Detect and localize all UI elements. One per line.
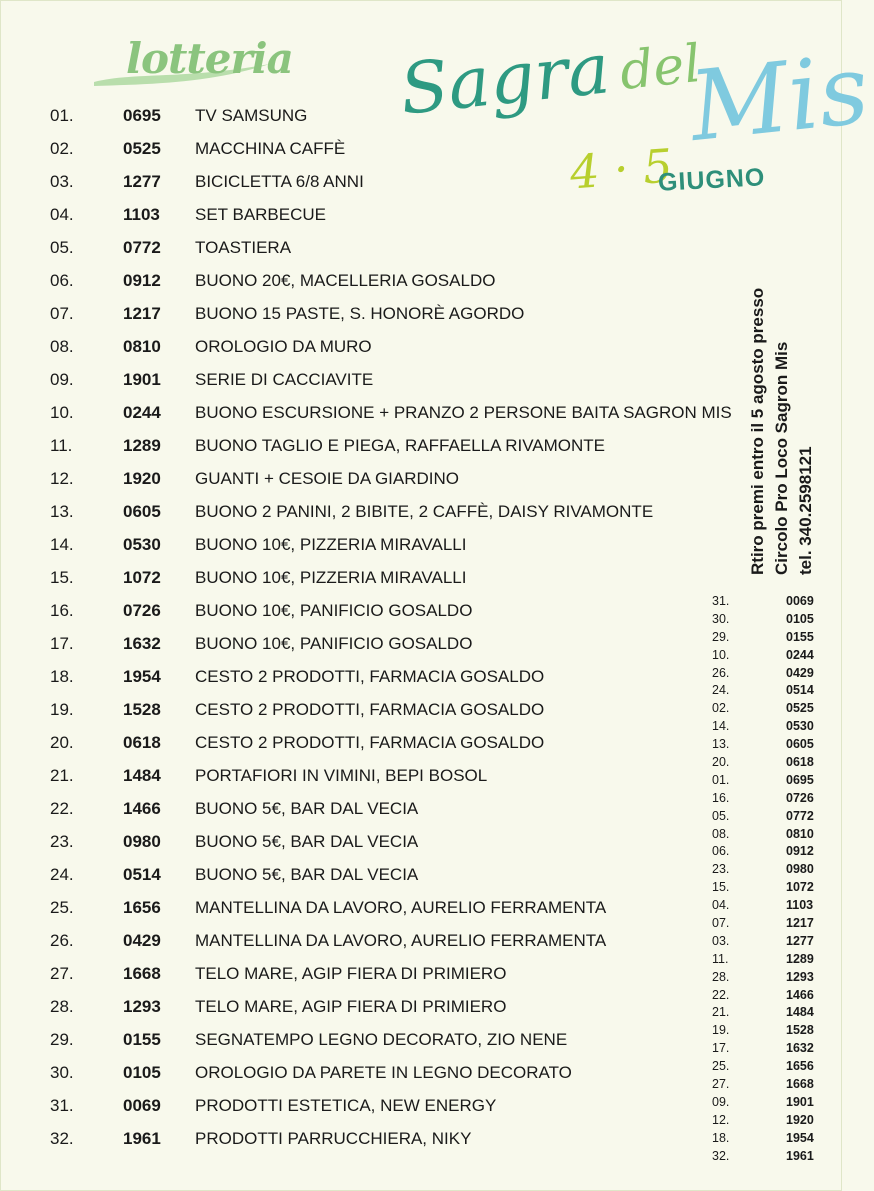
index-ticket-number: 1072 [786,880,814,895]
index-ticket-number: 1289 [786,951,814,966]
index-ticket-number: 1103 [786,898,814,913]
index-ticket-number: 1217 [786,916,814,931]
prize-row [0,759,740,792]
prize-row [0,1023,740,1056]
prize-description: TELO MARE, AGIP FIERA DI PRIMIERO [195,997,507,1016]
index-prize-number: 06. [712,844,730,859]
title-mis: Mis [684,32,874,164]
index-prize-number: 30. [712,611,730,626]
index-prize-number: 02. [712,701,730,716]
index-ticket-number: 0605 [786,737,814,752]
index-ticket-number: 0695 [786,772,814,787]
index-ticket-number: 0726 [786,790,814,805]
prize-description: TELO MARE, AGIP FIERA DI PRIMIERO [195,964,507,983]
prize-ticket-number: 0912 [123,271,161,290]
index-row [700,1130,830,1148]
index-ticket-number: 0618 [786,755,814,770]
index-prize-number: 04. [712,898,730,913]
index-prize-number: 18. [712,1130,730,1145]
index-row [700,1094,830,1112]
prize-description: OROLOGIO DA MURO [195,337,372,356]
prize-row [0,429,740,462]
index-prize-number: 07. [712,916,730,931]
prize-row [0,1056,740,1089]
prize-description: TOASTIERA [195,238,292,257]
prize-description: MACCHINA CAFFÈ [195,139,346,158]
prize-number: 24. [50,865,74,884]
prize-number: 09. [50,370,74,389]
prize-number: 16. [50,601,74,620]
index-prize-number: 27. [712,1077,730,1092]
index-row [700,718,830,736]
index-ticket-number: 0912 [786,844,814,859]
prize-description: BUONO ESCURSIONE + PRANZO 2 PERSONE BAITA SAGRON MIS [195,403,732,422]
index-row [700,879,830,897]
prize-description: BUONO 5€, BAR DAL VECIA [195,865,419,884]
prize-row [0,792,740,825]
index-row [700,754,830,772]
prize-ticket-number: 0695 [123,106,161,125]
prize-number: 08. [50,337,74,356]
prize-list [0,99,740,1155]
prize-number: 01. [50,106,74,125]
prize-ticket-number: 0810 [123,337,161,356]
prize-number: 23. [50,832,74,851]
prize-ticket-number: 1277 [123,172,161,191]
prize-ticket-number: 0605 [123,502,161,521]
index-row [700,843,830,861]
prize-row [0,528,740,561]
prize-ticket-number: 0105 [123,1063,161,1082]
index-row [700,1076,830,1094]
index-prize-number: 32. [712,1148,730,1163]
index-ticket-number: 1656 [786,1059,814,1074]
prize-description: BUONO 10€, PIZZERIA MIRAVALLI [195,535,467,554]
index-row [700,736,830,754]
prize-number: 26. [50,931,74,950]
prize-description: BUONO 10€, PANIFICIO GOSALDO [195,634,473,653]
index-ticket-number: 1961 [786,1148,814,1163]
prize-number: 18. [50,667,74,686]
prize-number: 02. [50,139,74,158]
index-row [700,933,830,951]
prize-number: 11. [50,436,73,455]
event-dates: 4 · 5 [568,138,675,200]
prize-description: MANTELLINA DA LAVORO, AURELIO FERRAMENTA [195,931,607,950]
prize-row [0,627,740,660]
prize-row [0,132,740,165]
index-ticket-number: 1277 [786,933,814,948]
index-ticket-number: 0980 [786,862,814,877]
index-ticket-number: 1528 [786,1023,814,1038]
prize-description: SEGNATEMPO LEGNO DECORATO, ZIO NENE [195,1030,568,1049]
index-prize-number: 24. [712,683,730,698]
index-row [700,1004,830,1022]
prize-number: 30. [50,1063,74,1082]
lotteria-logo [92,20,293,90]
prize-row [0,1122,740,1155]
prize-ticket-number: 0980 [123,832,161,851]
prize-row [0,462,740,495]
index-prize-number: 22. [712,987,730,1002]
index-prize-number: 15. [712,880,730,895]
index-ticket-number: 1632 [786,1041,814,1056]
prize-ticket-number: 1920 [123,469,161,488]
prize-description: PRODOTTI ESTETICA, NEW ENERGY [195,1096,497,1115]
prize-number: 12. [50,469,74,488]
prize-number: 28. [50,997,74,1016]
index-prize-number: 25. [712,1059,730,1074]
index-row [700,790,830,808]
prize-number: 20. [50,733,74,752]
index-ticket-number: 0525 [786,701,814,716]
prize-ticket-number: 0525 [123,139,161,158]
index-prize-number: 03. [712,933,730,948]
index-prize-number: 08. [712,826,730,841]
index-row [700,1112,830,1130]
prize-description: BUONO 10€, PANIFICIO GOSALDO [195,601,473,620]
prize-ticket-number: 1293 [123,997,161,1016]
prize-row [0,924,740,957]
index-row [700,1022,830,1040]
index-ticket-number: 0069 [786,594,814,608]
index-ticket-number: 0429 [786,665,814,680]
index-prize-number: 17. [712,1041,730,1056]
prize-ticket-number: 1954 [123,667,161,686]
prize-row [0,561,740,594]
prize-ticket-number: 0772 [123,238,161,257]
prize-description: GUANTI + CESOIE DA GIARDINO [195,469,460,488]
prize-description: CESTO 2 PRODOTTI, FARMACIA GOSALDO [195,667,545,686]
index-prize-number: 12. [712,1112,730,1127]
prize-description: BUONO 2 PANINI, 2 BIBITE, 2 CAFFÈ, DAISY RIVAMONTE [195,502,654,521]
prize-ticket-number: 1289 [123,436,161,455]
index-row [700,1148,830,1166]
index-prize-number: 13. [712,737,730,752]
prize-row [0,99,740,132]
index-prize-number: 05. [712,808,730,823]
prize-description: OROLOGIO DA PARETE IN LEGNO DECORATO [195,1063,572,1082]
prize-number: 32. [50,1129,74,1148]
index-prize-number: 01. [712,772,730,787]
title-sagra: Sagra [396,27,614,131]
index-prize-number: 21. [712,1005,730,1020]
index-ticket-number: 0810 [786,826,814,841]
prize-description: BUONO 5€, BAR DAL VECIA [195,799,419,818]
prize-number: 05. [50,238,74,257]
prize-number: 25. [50,898,74,917]
index-row [700,861,830,879]
prize-row [0,693,740,726]
index-ticket-number: 0530 [786,719,814,734]
index-row [700,682,830,700]
prize-description: MANTELLINA DA LAVORO, AURELIO FERRAMENTA [195,898,607,917]
prize-ticket-number: 1901 [123,370,161,389]
prize-row [0,165,740,198]
index-row [700,826,830,844]
index-row [700,969,830,987]
prize-ticket-number: 1217 [123,304,161,323]
prize-row [0,264,740,297]
prize-ticket-number: 1528 [123,700,161,719]
prize-row [0,231,740,264]
prize-number: 10. [50,403,74,422]
prize-row [0,825,740,858]
prize-ticket-number: 0244 [123,403,161,422]
index-prize-number: 19. [712,1023,730,1038]
prize-ticket-number: 0726 [123,601,161,620]
prize-ticket-number: 1103 [123,205,160,224]
index-row [700,665,830,683]
prize-ticket-number: 1466 [123,799,161,818]
prize-ticket-number: 1668 [123,964,161,983]
index-ticket-number: 0514 [786,683,814,698]
index-row [700,629,830,647]
index-row [700,808,830,826]
index-ticket-number: 1668 [786,1077,814,1092]
prize-row [0,363,740,396]
prize-number: 13. [50,502,74,521]
index-row [700,987,830,1005]
index-row [700,915,830,933]
index-prize-number: 31. [712,594,730,608]
index-prize-number: 09. [712,1094,730,1109]
prize-number: 21. [50,766,74,785]
prize-description: PORTAFIORI IN VIMINI, BEPI BOSOL [195,766,488,785]
prize-ticket-number: 1656 [123,898,161,917]
event-month: GIUGNO [657,163,767,197]
prize-number: 04. [50,205,74,224]
prize-description: BUONO 5€, BAR DAL VECIA [195,832,419,851]
prize-row [0,957,740,990]
index-row [700,1058,830,1076]
prize-description: BUONO 10€, PIZZERIA MIRAVALLI [195,568,467,587]
index-prize-number: 14. [712,719,730,734]
index-prize-number: 10. [712,647,730,662]
index-prize-number: 20. [712,755,730,770]
index-prize-number: 11. [712,951,729,966]
prize-number: 03. [50,172,74,191]
prize-description: CESTO 2 PRODOTTI, FARMACIA GOSALDO [195,733,545,752]
index-ticket-number: 0155 [786,629,814,644]
prize-row [0,330,740,363]
lotteria-title: lotteria [126,34,293,83]
index-prize-number: 23. [712,862,730,877]
prize-row [0,660,740,693]
index-ticket-number: 1901 [786,1094,814,1109]
prize-number: 22. [50,799,74,818]
prize-row [0,891,740,924]
prize-description: BICICLETTA 6/8 ANNI [195,172,364,191]
prize-description: CESTO 2 PRODOTTI, FARMACIA GOSALDO [195,700,545,719]
prize-number: 29. [50,1030,74,1049]
index-prize-number: 16. [712,790,730,805]
index-row [700,951,830,969]
index-ticket-number: 1954 [786,1130,814,1145]
index-row [700,647,830,665]
index-ticket-number: 0244 [786,647,814,662]
index-ticket-number: 1293 [786,969,814,984]
index-ticket-number: 1484 [786,1005,814,1020]
index-row [700,772,830,790]
prize-row [0,594,740,627]
index-row [700,611,830,629]
index-prize-number: 29. [712,629,730,644]
prize-number: 17. [50,634,74,653]
prize-row [0,858,740,891]
prize-ticket-number: 0514 [123,865,161,884]
prize-row [0,396,740,429]
index-ticket-number: 0772 [786,808,814,823]
prize-row [0,495,740,528]
index-row [700,1040,830,1058]
notice-line-3: tel. 340.2598121 [796,446,815,575]
prize-row [0,990,740,1023]
prize-row [0,726,740,759]
prize-description: BUONO 20€, MACELLERIA GOSALDO [195,271,496,290]
prize-number: 31. [50,1096,74,1115]
index-ticket-number: 1920 [786,1112,814,1127]
prize-number: 27. [50,964,74,983]
index-row [700,700,830,718]
prize-ticket-number: 0618 [123,733,161,752]
prize-ticket-number: 0530 [123,535,161,554]
prize-row [0,198,740,231]
prize-ticket-number: 1632 [123,634,161,653]
pickup-notice [746,255,818,575]
index-ticket-number: 0105 [786,611,814,626]
prize-number: 15. [50,568,74,587]
prize-description: BUONO 15 PASTE, S. HONORÈ AGORDO [195,304,525,323]
prize-number: 07. [50,304,74,323]
title-del: del [617,33,704,103]
notice-line-1: Rtiro premi entro il 5 agosto presso [748,287,767,575]
prize-number: 19. [50,700,74,719]
prize-row [0,297,740,330]
notice-line-2: Circolo Pro Loco Sagron Mis [772,341,791,575]
prize-number: 14. [50,535,74,554]
prize-ticket-number: 0069 [123,1096,161,1115]
prize-description: SERIE DI CACCIAVITE [195,370,374,389]
prize-description: PRODOTTI PARRUCCHIERA, NIKY [195,1129,472,1148]
prize-description: BUONO TAGLIO E PIEGA, RAFFAELLA RIVAMONTE [195,436,605,455]
index-row [700,897,830,915]
prize-description: SET BARBECUE [195,205,327,224]
prize-ticket-number: 1961 [123,1129,161,1148]
prize-number: 06. [50,271,74,290]
index-row [700,593,830,611]
index-ticket-number: 1466 [786,987,814,1002]
prize-ticket-number: 0429 [123,931,161,950]
prize-ticket-number: 1072 [123,568,161,587]
index-prize-number: 26. [712,665,730,680]
prize-ticket-number: 1484 [123,766,161,785]
index-prize-number: 28. [712,969,730,984]
sorted-ticket-index [700,593,830,1166]
prize-row [0,1089,740,1122]
prize-ticket-number: 0155 [123,1030,161,1049]
prize-description: TV SAMSUNG [195,106,308,125]
